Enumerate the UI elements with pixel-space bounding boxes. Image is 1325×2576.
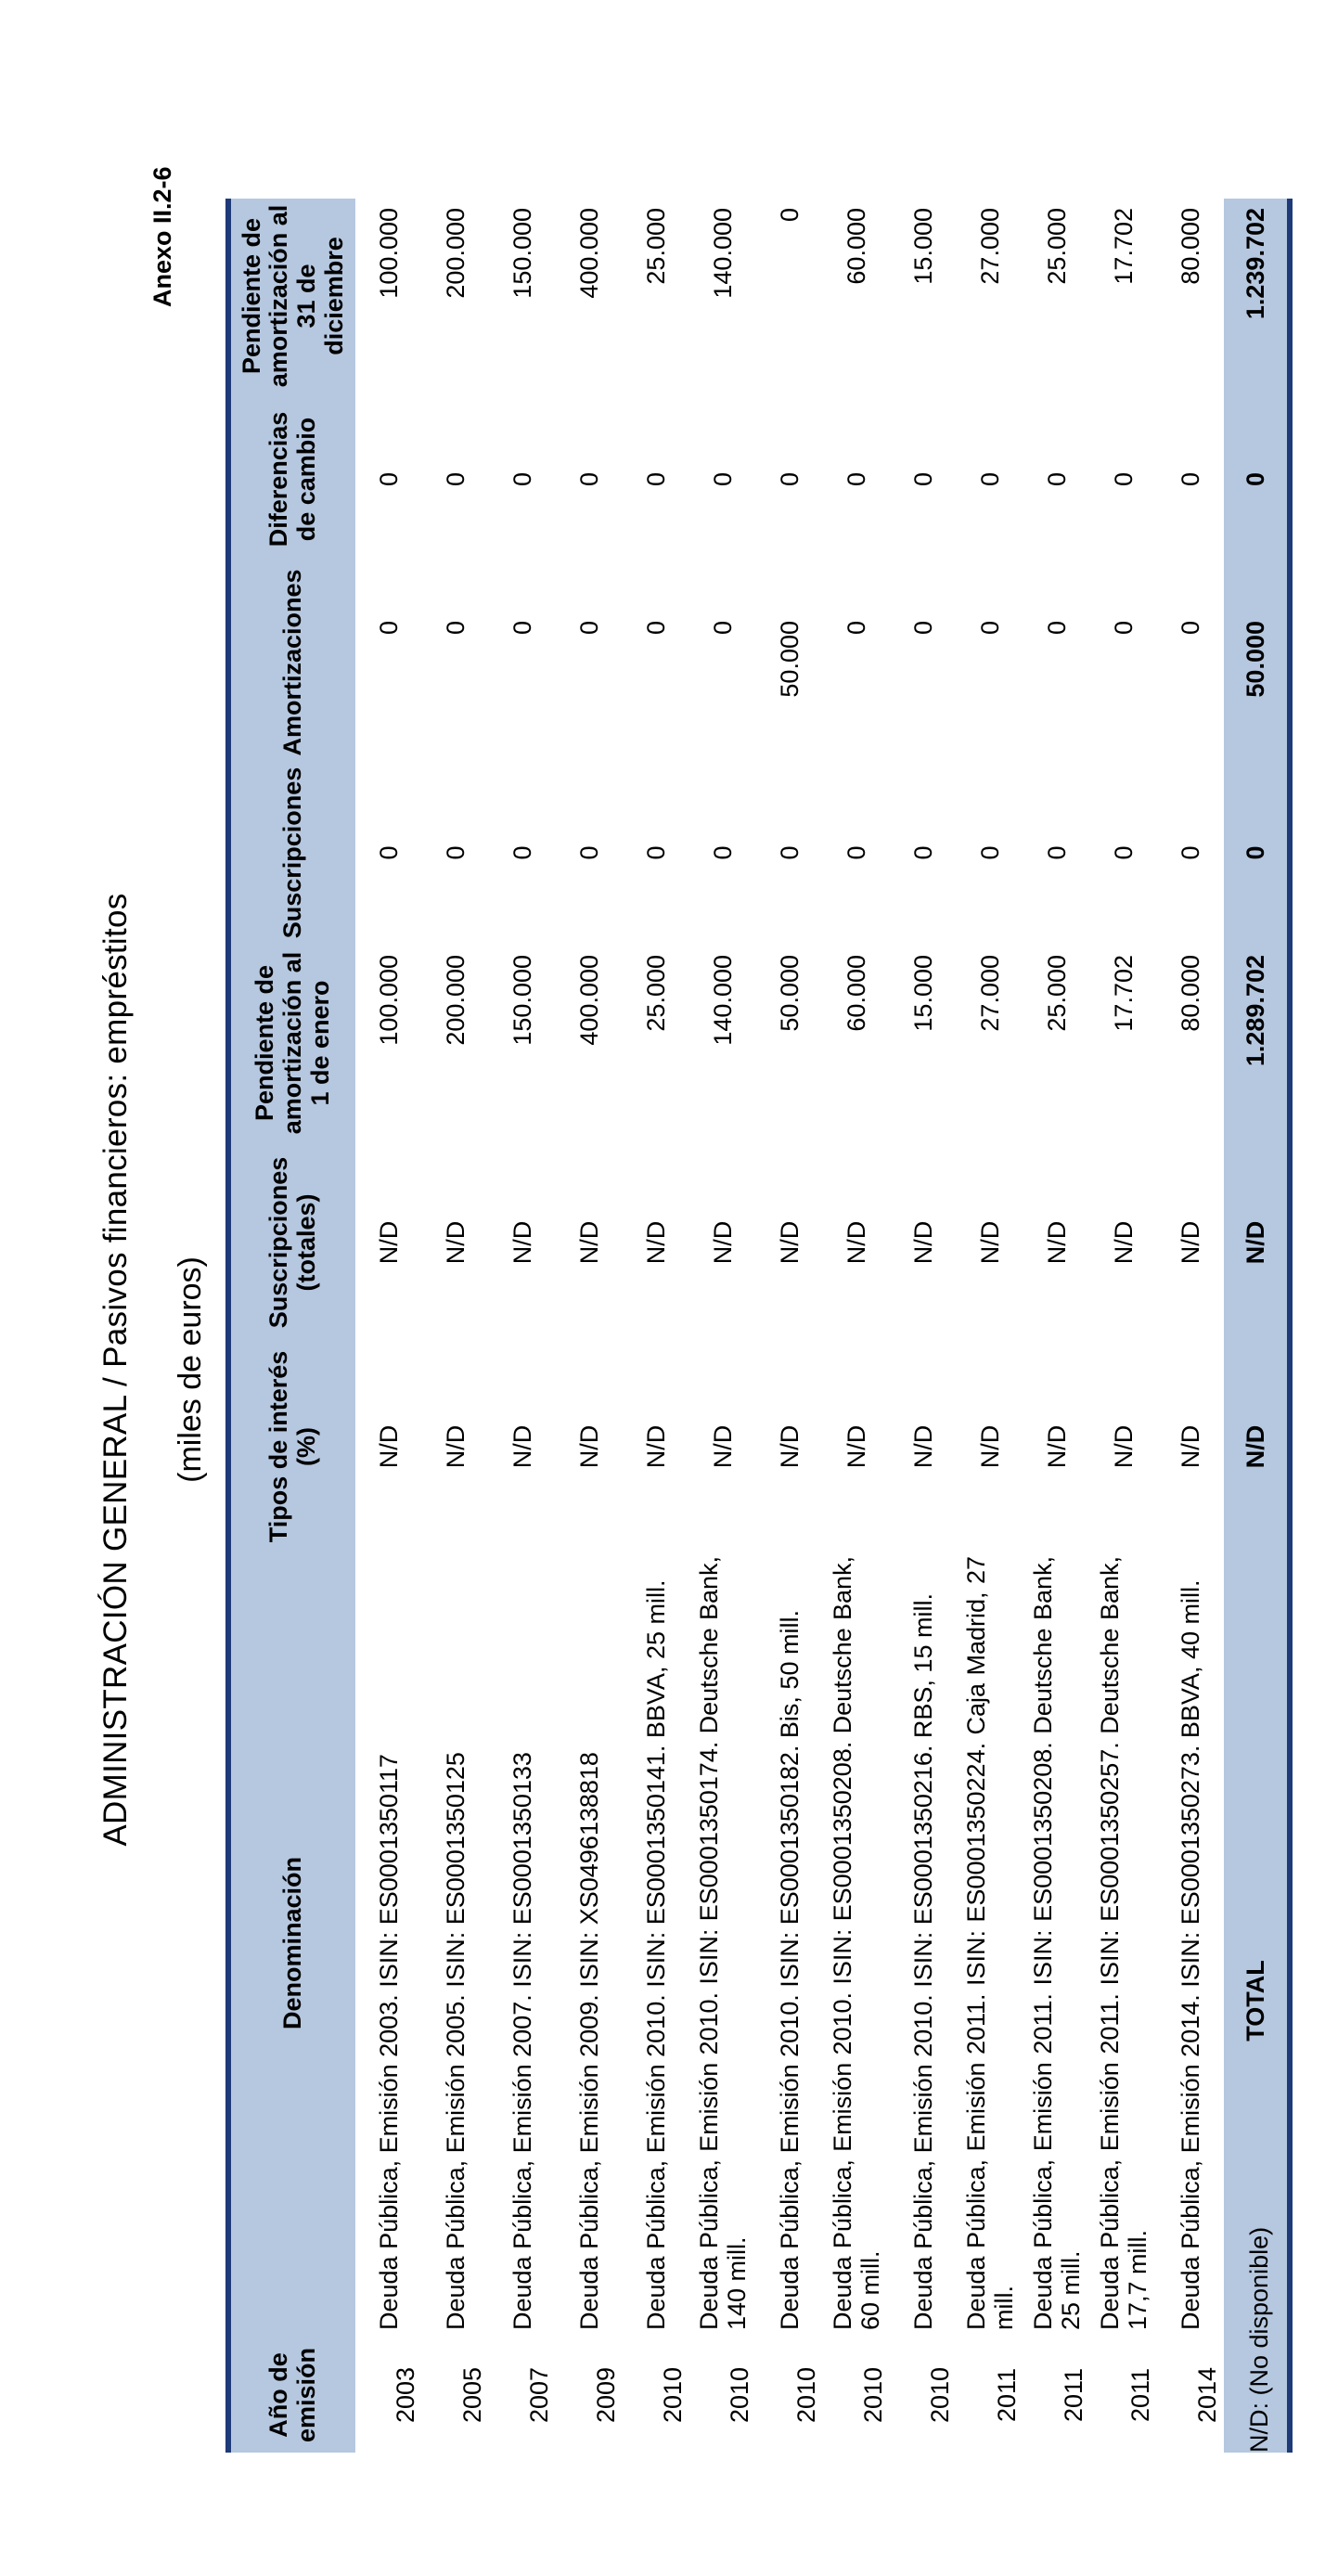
year-cell: 2014 [1192, 2366, 1221, 2424]
amortizations-cell: 0 [508, 621, 536, 636]
year-cell: 2010 [858, 2366, 887, 2424]
total-subscriptions-cell: N/D [508, 1220, 536, 1265]
table-footer [1224, 199, 1290, 2453]
fx-differences-cell: 0 [641, 471, 670, 487]
pending-start-cell: 140.000 [708, 955, 737, 1046]
subscriptions-cell: 0 [508, 845, 536, 860]
total-pending-start: 1.289.702 [1224, 946, 1290, 1140]
fx-differences-cell: 0 [441, 471, 470, 487]
year-cell: 2010 [791, 2366, 820, 2424]
total-subscriptions-cell: N/D [1109, 1220, 1138, 1265]
fx-differences-cell: 0 [708, 471, 737, 487]
interest-cell: N/D [975, 1424, 1004, 1469]
subscriptions-cell: 0 [441, 845, 470, 860]
amortizations-cell: 0 [908, 621, 937, 636]
fx-differences-cell: 0 [1109, 471, 1138, 487]
total-label: TOTAL [1224, 1549, 1290, 2453]
total-subscriptions-totales: N/D [1224, 1140, 1290, 1345]
amortizations-cell: 0 [574, 621, 603, 636]
fx-differences-cell: 0 [1176, 471, 1204, 487]
interest-cell: N/D [441, 1424, 470, 1469]
subscriptions-cell: 0 [641, 845, 670, 860]
denomination-cell: Deuda Pública, Emisión 2011. ISIN: ES0001350257. Deutsche Bank, 17,7 mill. [1095, 1556, 1151, 2330]
table-body [355, 199, 1224, 2453]
total-subscriptions: 0 [1224, 760, 1290, 946]
table-row [823, 199, 890, 2453]
fx-differences-cell: 0 [1042, 471, 1071, 487]
amortizations-cell: 0 [1042, 621, 1071, 636]
total-subscriptions-cell: N/D [775, 1220, 804, 1265]
subscriptions-cell: 0 [374, 845, 403, 860]
fx-differences-cell: 0 [508, 471, 536, 487]
pending-start-cell: 80.000 [1176, 955, 1204, 1032]
denomination-cell: Deuda Pública, Emisión 2009. ISIN: XS0496138818 [574, 1752, 603, 2330]
pending-end-cell: 60.000 [842, 208, 870, 285]
amortizations-cell: 0 [842, 621, 870, 636]
total-subscriptions-cell: N/D [374, 1220, 403, 1265]
total-pending-end: 1.239.702 [1224, 199, 1290, 393]
pending-end-cell: 80.000 [1176, 208, 1204, 285]
fx-differences-cell: 0 [374, 471, 403, 487]
pending-end-cell: 27.000 [975, 208, 1004, 285]
subscriptions-cell: 0 [775, 845, 804, 860]
year-cell: 2011 [992, 2367, 1021, 2423]
interest-cell: N/D [708, 1424, 737, 1469]
page-subtitle: (miles de euros) [173, 1256, 208, 1483]
pending-end-cell: 100.000 [374, 208, 403, 299]
pending-end-cell: 200.000 [441, 208, 470, 299]
total-fx-differences: 0 [1224, 393, 1290, 565]
denomination-cell: Deuda Pública, Emisión 2011. ISIN: ES0001350224. Caja Madrid, 27 mill. [961, 1556, 1018, 2330]
table-row [422, 199, 489, 2453]
interest-cell: N/D [374, 1424, 403, 1469]
interest-cell: N/D [842, 1424, 870, 1469]
amortizations-cell: 0 [975, 621, 1004, 636]
subscriptions-cell: 0 [908, 845, 937, 860]
pending-start-cell: 25.000 [1042, 955, 1071, 1032]
pending-start-cell: 400.000 [574, 955, 603, 1046]
interest-cell: N/D [908, 1424, 937, 1469]
table-row [756, 199, 823, 2453]
denomination-cell: Deuda Pública, Emisión 2014. ISIN: ES0001350273. BBVA, 40 mill. [1176, 1579, 1204, 2330]
subscriptions-cell: 0 [975, 845, 1004, 860]
table-row [689, 199, 756, 2453]
total-subscriptions-cell: N/D [574, 1220, 603, 1265]
pending-start-cell: 17.702 [1109, 955, 1138, 1032]
fx-differences-cell: 0 [842, 471, 870, 487]
year-cell: 2009 [591, 2366, 620, 2424]
subscriptions-cell: 0 [1176, 845, 1204, 860]
pending-end-cell: 0 [775, 208, 804, 223]
interest-cell: N/D [641, 1424, 670, 1469]
total-subscriptions-cell: N/D [1176, 1220, 1204, 1265]
pending-start-cell: 60.000 [842, 955, 870, 1032]
total-subscriptions-cell: N/D [708, 1220, 737, 1265]
denomination-cell: Deuda Pública, Emisión 2010. ISIN: ES0001350141. BBVA, 25 mill. [641, 1579, 670, 2330]
pending-end-cell: 15.000 [908, 208, 937, 285]
amortizations-cell: 0 [1176, 621, 1204, 636]
subscriptions-cell: 0 [842, 845, 870, 860]
pending-end-cell: 25.000 [1042, 208, 1071, 285]
fx-differences-cell: 0 [574, 471, 603, 487]
denomination-cell: Deuda Pública, Emisión 2010. ISIN: ES0001350216. RBS, 15 mill. [908, 1593, 937, 2330]
total-subscriptions-cell: N/D [975, 1220, 1004, 1265]
pending-end-cell: 17.702 [1109, 208, 1138, 285]
interest-cell: N/D [508, 1424, 536, 1469]
fx-differences-cell: 0 [775, 471, 804, 487]
fx-differences-cell: 0 [908, 471, 937, 487]
table-header [228, 199, 355, 2453]
amortizations-cell: 50.000 [775, 621, 804, 698]
pending-start-cell: 200.000 [441, 955, 470, 1046]
col-header-pending-end: Pendiente de amortización al 31 de diciembre [228, 199, 355, 393]
pending-end-cell: 400.000 [574, 208, 603, 299]
col-header-amortizations: Amortizaciones [228, 565, 355, 760]
denomination-cell: Deuda Pública, Emisión 2010. ISIN: ES0001350208. Deutsche Bank, 60 mill. [828, 1556, 884, 2330]
table-row [1157, 199, 1224, 2453]
year-cell: 2010 [925, 2366, 954, 2424]
interest-cell: N/D [1176, 1424, 1204, 1469]
col-header-year: Año de emisión [228, 2338, 355, 2453]
table-row [1090, 199, 1157, 2453]
col-header-interest: Tipos de interés (%) [228, 1345, 355, 1549]
year-cell: 2011 [1059, 2367, 1087, 2423]
year-cell: 2010 [725, 2366, 753, 2424]
amortizations-cell: 0 [641, 621, 670, 636]
page-title: ADMINISTRACIÓN GENERAL / Pasivos financieros: empréstitos [97, 893, 134, 1847]
table-row [957, 199, 1023, 2453]
year-cell: 2007 [524, 2366, 553, 2424]
denomination-cell: Deuda Pública, Emisión 2010. ISIN: ES0001350174. Deutsche Bank, 140 mill. [694, 1556, 751, 2330]
pending-end-cell: 25.000 [641, 208, 670, 285]
table-row [1023, 199, 1090, 2453]
col-header-fx-differences: Diferencias de cambio [228, 393, 355, 565]
total-subscriptions-cell: N/D [842, 1220, 870, 1265]
denomination-cell: Deuda Pública, Emisión 2003. ISIN: ES0001350117 [374, 1754, 403, 2330]
col-header-pending-start: Pendiente de amortización al 1 de enero [228, 946, 355, 1140]
year-cell: 2011 [1126, 2367, 1154, 2423]
amortizations-cell: 0 [708, 621, 737, 636]
col-header-total-subscriptions: Suscripciones (totales) [228, 1140, 355, 1345]
denomination-cell: Deuda Pública, Emisión 2010. ISIN: ES0001350182. Bis, 50 mill. [775, 1610, 804, 2330]
table-row [623, 199, 689, 2453]
annex-label: Anexo II.2-6 [148, 166, 176, 307]
pending-end-cell: 150.000 [508, 208, 536, 299]
subscriptions-cell: 0 [1042, 845, 1071, 860]
year-cell: 2003 [391, 2366, 419, 2424]
pending-start-cell: 50.000 [775, 955, 804, 1032]
total-subscriptions-cell: N/D [641, 1220, 670, 1265]
loans-table [225, 199, 1293, 2453]
interest-cell: N/D [574, 1424, 603, 1469]
table-row [355, 199, 422, 2453]
subscriptions-cell: 0 [574, 845, 603, 860]
amortizations-cell: 0 [374, 621, 403, 636]
col-header-denomination: Denominación [228, 1549, 355, 2338]
denomination-cell: Deuda Pública, Emisión 2007. ISIN: ES0001350133 [508, 1752, 536, 2330]
pending-start-cell: 150.000 [508, 955, 536, 1046]
pending-start-cell: 15.000 [908, 955, 937, 1032]
interest-cell: N/D [1109, 1424, 1138, 1469]
subscriptions-cell: 0 [708, 845, 737, 860]
total-amortizations: 50.000 [1224, 565, 1290, 760]
year-cell: 2005 [457, 2366, 486, 2424]
total-subscriptions-cell: N/D [1042, 1220, 1071, 1265]
subscriptions-cell: 0 [1109, 845, 1138, 860]
fx-differences-cell: 0 [975, 471, 1004, 487]
total-row [1224, 199, 1290, 2453]
pending-start-cell: 25.000 [641, 955, 670, 1032]
denomination-cell: Deuda Pública, Emisión 2011. ISIN: ES0001350208. Deutsche Bank, 25 mill. [1028, 1556, 1085, 2330]
table-row [556, 199, 623, 2453]
table-row [489, 199, 556, 2453]
pending-start-cell: 27.000 [975, 955, 1004, 1032]
pending-end-cell: 140.000 [708, 208, 737, 299]
footnote: N/D: (No disponible) [1245, 2226, 1273, 2453]
table-row [890, 199, 957, 2453]
total-interest: N/D [1224, 1345, 1290, 1549]
col-header-subscriptions: Suscripciones [228, 760, 355, 946]
total-subscriptions-cell: N/D [908, 1220, 937, 1265]
total-subscriptions-cell: N/D [441, 1220, 470, 1265]
interest-cell: N/D [775, 1424, 804, 1469]
denomination-cell: Deuda Pública, Emisión 2005. ISIN: ES0001350125 [441, 1752, 470, 2330]
pending-start-cell: 100.000 [374, 955, 403, 1046]
interest-cell: N/D [1042, 1424, 1071, 1469]
year-cell: 2010 [658, 2366, 687, 2424]
amortizations-cell: 0 [1109, 621, 1138, 636]
amortizations-cell: 0 [441, 621, 470, 636]
